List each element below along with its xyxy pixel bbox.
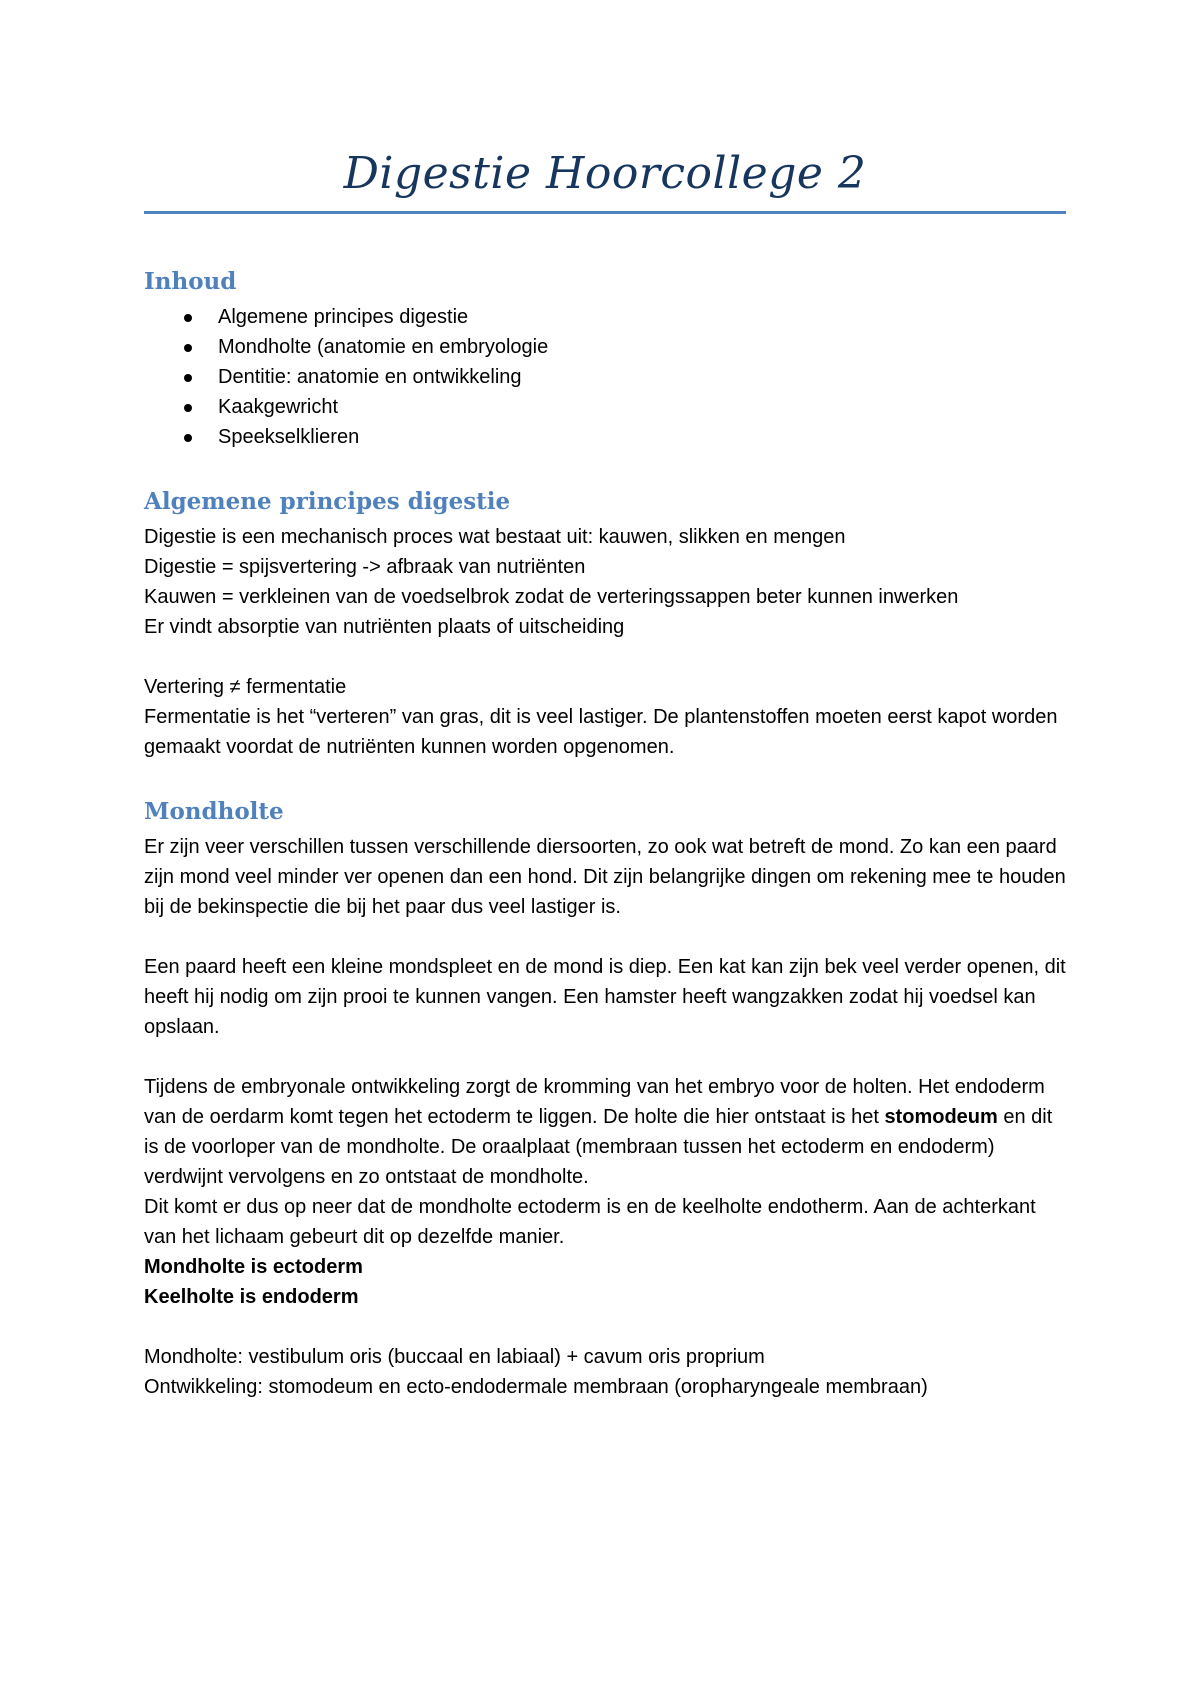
paragraph-mondholte-2: Een paard heeft een kleine mondspleet en de mond is diep. Een kat kan zijn bek veel verder openen, dit heeft hij nodig om zijn prooi te kunnen vangen. Een hamster heeft wangzakken zodat hij voedsel kan opslaan. xyxy=(144,956,1066,1038)
paragraph-mondholte-1: Er zijn veer verschillen tussen verschillende diersoorten, zo ook wat betreft de mond. Zo kan een paard zijn mond veel minder ver openen dan een hond. Dit zijn belangrijke dingen om rekening mee te houden bij de bekinspectie die bij het paar dus veel lastiger is. xyxy=(144,836,1066,918)
bullet-icon xyxy=(184,344,192,352)
paragraph-line: Digestie = spijsvertering -> afbraak van nutriënten xyxy=(144,556,586,578)
bullet-icon xyxy=(184,434,192,442)
paragraph-line: Digestie is een mechanisch proces wat bestaat uit: kauwen, slikken en mengen xyxy=(144,526,846,548)
heading-algemene-principes: Algemene principes digestie xyxy=(144,488,511,515)
paragraph-fermentatie: Fermentatie is het “verteren” van gras, dit is veel lastiger. De plantenstoffen moeten eerst kapot worden gemaakt voordat de nutriënten kunnen worden opgenomen. xyxy=(144,706,1058,758)
document-body xyxy=(144,262,1066,1402)
list-item: Speekselklieren xyxy=(144,422,1066,452)
paragraph-line: Mondholte: vestibulum oris (buccaal en labiaal) + cavum oris proprium xyxy=(144,1346,765,1368)
bullet-icon xyxy=(184,374,192,382)
spacer xyxy=(144,642,1066,672)
spacer xyxy=(144,922,1066,952)
list-item: Kaakgewricht xyxy=(144,392,1066,422)
document-title: Digestie Hoorcollege 2 xyxy=(343,148,867,199)
list-item: Dentitie: anatomie en ontwikkeling xyxy=(144,362,1066,392)
paragraph-vertering: Vertering ≠ fermentatie xyxy=(144,676,347,698)
paragraph-line: Ontwikkeling: stomodeum en ecto-endodermale membraan (oropharyngeale membraan) xyxy=(144,1376,928,1398)
spacer xyxy=(144,762,1066,792)
list-item: Mondholte (anatomie en embryologie xyxy=(144,332,1066,362)
spacer xyxy=(144,1042,1066,1072)
heading-mondholte: Mondholte xyxy=(144,798,284,825)
paragraph-mondholte-3: Tijdens de embryonale ontwikkeling zorgt de kromming van het embryo voor de holten. Het endoderm van de oerdarm komt tegen het ectoderm te liggen. De holte die hier ontstaat is het stomodeum en dit is de voorloper van de mondholte. De oraalplaat (membraan tussen het ectoderm en endoderm) verdwijnt vervolgens en zo ontstaat de mondholte. xyxy=(144,1076,1053,1188)
bold-line-endoderm: Keelholte is endoderm xyxy=(144,1286,359,1308)
bullet-icon xyxy=(184,314,192,322)
bullet-icon xyxy=(184,404,192,412)
heading-inhoud: Inhoud xyxy=(144,268,237,295)
inhoud-list xyxy=(144,302,1066,452)
list-item: Algemene principes digestie xyxy=(144,302,1066,332)
spacer xyxy=(144,452,1066,482)
paragraph-line: Kauwen = verkleinen van de voedselbrok zodat de verteringssappen beter kunnen inwerken xyxy=(144,586,959,608)
paragraph-mondholte-4: Dit komt er dus op neer dat de mondholte ectoderm is en de keelholte endotherm. Aan de achterkant van het lichaam gebeurt dit op dezelfde manier. xyxy=(144,1196,1036,1248)
bold-line-ectoderm: Mondholte is ectoderm xyxy=(144,1256,363,1278)
term-stomodeum: stomodeum xyxy=(884,1106,998,1128)
title-underline xyxy=(144,211,1066,214)
spacer xyxy=(144,1312,1066,1342)
paragraph-line: Er vindt absorptie van nutriënten plaats of uitscheiding xyxy=(144,616,625,638)
